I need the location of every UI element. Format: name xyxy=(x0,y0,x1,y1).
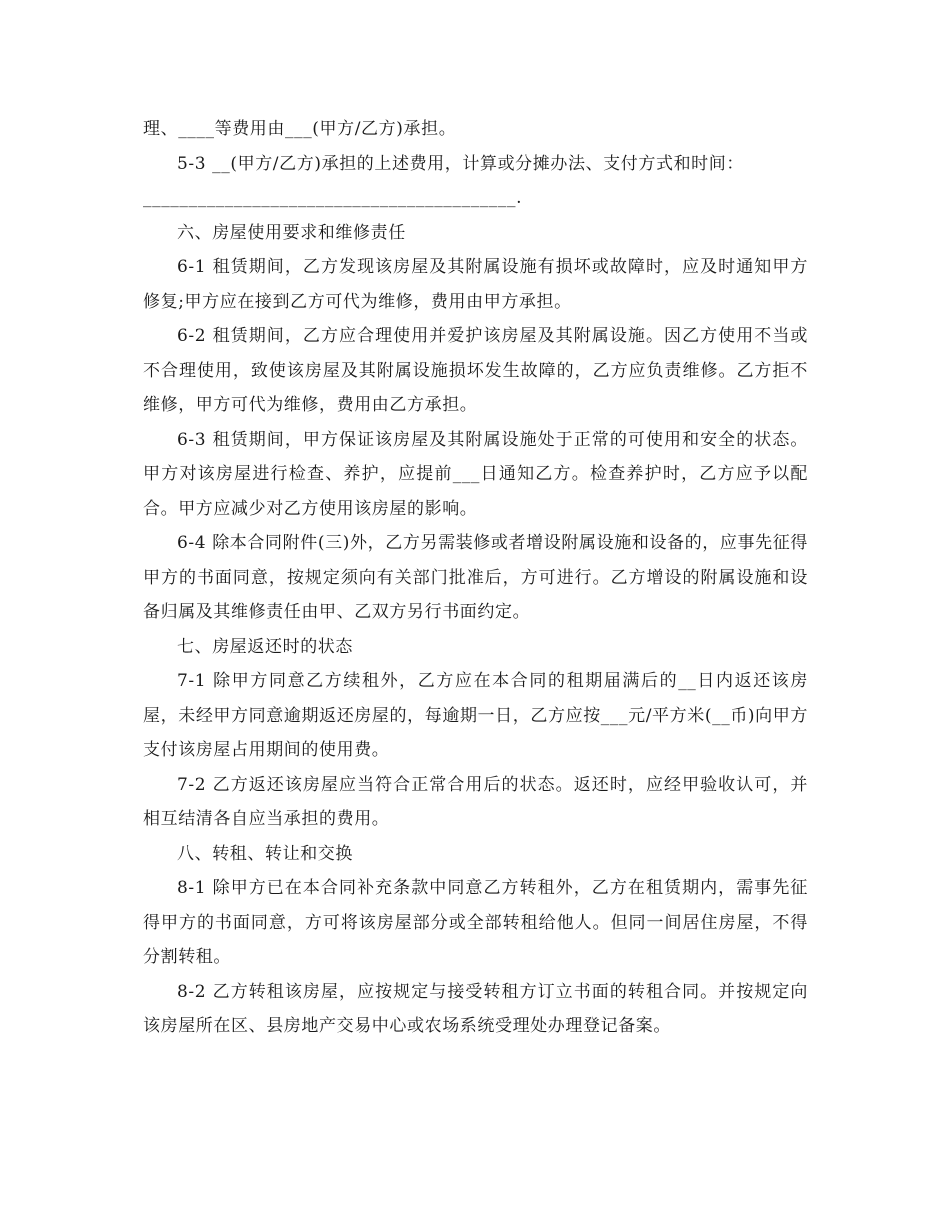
section-6-heading: 六、房屋使用要求和维修责任 xyxy=(177,222,406,243)
clause-6-4: 6-4 除本合同附件(三)外，乙方另需装修或者增设附属设施和设备的，应事先征得甲方的书面同意，按规定须向有关部门批准后，方可进行。乙方增设的附属设施和设备归属及其维修责任由甲、乙双方另行书面约定。 xyxy=(143,533,808,622)
clause-8-1: 8-1 除甲方已在本合同补充条款中同意乙方转租外，乙方在租赁期内，需事先征得甲方的书面同意，方可将该房屋部分或全部转租给他人。但同一间居住房屋，不得分割转租。 xyxy=(143,878,808,967)
clause-6-2: 6-2 租赁期间，乙方应合理使用并爱护该房屋及其附属设施。因乙方使用不当或不合理使用，致使该房屋及其附属设施损坏发生故障的，乙方应负责维修。乙方拒不维修，甲方可代为维修，费用由乙方承担。 xyxy=(143,326,808,415)
paragraph-continuation: 理、____等费用由___(甲方/乙方)承担。 xyxy=(143,119,457,139)
clause-6-1: 6-1 租赁期间，乙方发现该房屋及其附属设施有损坏或故障时，应及时通知甲方修复;甲方应在接到乙方可代为维修，费用由甲方承担。 xyxy=(143,257,808,312)
clause-5-3-blank-line: _________________________________________. xyxy=(143,188,523,208)
clause-5-3: 5-3 __(甲方/乙方)承担的上述费用，计算或分摊办法、支付方式和时间： xyxy=(177,153,744,174)
document-page xyxy=(143,112,808,1044)
clause-6-3: 6-3 租赁期间，甲方保证该房屋及其附属设施处于正常的可使用和安全的状态。甲方对该房屋进行检查、养护，应提前___日通知乙方。检查养护时，乙方应予以配合。甲方应减少对乙方使用该房屋的影响。 xyxy=(143,429,808,519)
clause-7-2: 7-2 乙方返还该房屋应当符合正常合用后的状态。返还时，应经甲验收认可，并相互结清各自应当承担的费用。 xyxy=(143,774,808,829)
clause-7-1: 7-1 除甲方同意乙方续租外，乙方应在本合同的租期届满后的__日内返还该房屋，未经甲方同意逾期返还房屋的，每逾期一日，乙方应按___元/平方米(__币)向甲方支付该房屋占用期间的使用费。 xyxy=(143,671,808,760)
clause-8-2: 8-2 乙方转租该房屋，应按规定与接受转租方订立书面的转租合同。并按规定向该房屋所在区、县房地产交易中心或农场系统受理处办理登记备案。 xyxy=(143,981,808,1036)
section-7-heading: 七、房屋返还时的状态 xyxy=(177,636,353,657)
section-8-heading: 八、转租、转让和交换 xyxy=(177,843,353,864)
